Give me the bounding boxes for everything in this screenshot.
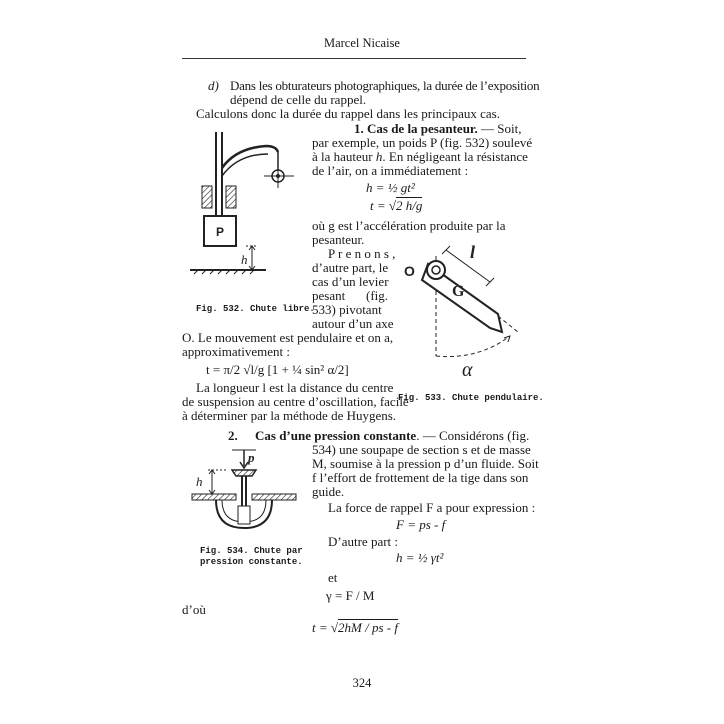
running-head: Marcel Nicaise [323, 36, 400, 50]
case1-line5: où g est l’accélération produite par la [312, 218, 506, 233]
fig532-label-h: h [241, 252, 248, 267]
case1-line4: de l’air, on a immédiatement : [312, 163, 469, 178]
case1-p4a: pesant [312, 288, 346, 303]
figure-532 [186, 124, 302, 294]
equation-t-final: t = √2hM / ps - f [312, 620, 398, 635]
item-d-line2: dépend de celle du rappel. [230, 92, 367, 107]
case1-p1: P r e n o n s , [328, 246, 396, 261]
figure-533 [398, 236, 528, 386]
page-number: 324 [352, 676, 372, 690]
case1-p9: La longueur l est la distance du centre [196, 380, 394, 395]
fig533-label-alpha: α [462, 359, 473, 381]
fig534-caption-line2: pression constante. [200, 557, 303, 567]
case1-p5: 533) pivotant [312, 302, 382, 317]
fig533-label-G: G [452, 283, 465, 300]
case2-line7: D’autre part : [328, 534, 399, 549]
case2-line3: M, soumise à la pression p d’un fluide. Soit [312, 456, 539, 471]
case1-line6: pesanteur. [312, 232, 365, 247]
equation-h-half-gt2: h = ½ gt² [366, 180, 415, 195]
case1-number: 1. [354, 121, 364, 136]
case2-dou: d’où [182, 602, 206, 617]
fig534-label-p: p [248, 450, 255, 465]
case1-line3: à la hauteur h. En négligeant la résistance [312, 149, 528, 164]
case1-title: Cas de la pesanteur. [367, 121, 478, 136]
equation-pendulum: t = π/2 √l/g [1 + ¼ sin² α/2] [206, 362, 349, 377]
case2-et: et [328, 570, 338, 585]
case1-p3: cas d’un levier [312, 274, 389, 289]
item-d-line1: Dans les obturateurs photographiques, la durée de l’exposition [230, 78, 540, 93]
figure-532-drawing [186, 124, 302, 294]
case1-heading [354, 121, 521, 136]
equation-gamma: γ = F / M [326, 588, 375, 603]
case1-p11: à déterminer par la méthode de Huygens. [182, 408, 397, 423]
fig532-caption: Fig. 532. Chute libre. [196, 304, 315, 314]
case1-p10: de suspension au centre d’oscillation, facile [182, 394, 409, 409]
fig533-label-l: l [470, 242, 476, 262]
figure-534-drawing [186, 436, 302, 536]
case1-p6: autour d’un axe [312, 316, 394, 331]
figure-533-drawing [398, 236, 528, 386]
case2-line6: La force de rappel F a pour expression : [328, 500, 536, 515]
case1-line2: par exemple, un poids P (fig. 532) soulevé [312, 135, 533, 150]
case2-number: 2. [228, 428, 238, 443]
case1-p7: O. Le mouvement est pendulaire et on a, [182, 330, 394, 345]
equation-t-sqrt-2h-g: t = √2 h/g [370, 198, 423, 213]
case1-p4b: (fig. [366, 288, 389, 303]
case2-line5: guide. [312, 484, 345, 499]
case2-line1: . — Considérons (fig. [416, 428, 530, 443]
fig534-label-h: h [196, 474, 203, 489]
item-d-label: d) [208, 78, 219, 93]
case1-p8: approximativement : [182, 344, 290, 359]
case1-p2: d’autre part, le [312, 260, 389, 275]
fig532-label-P: P [216, 225, 225, 239]
equation-F: F = ps - f [396, 517, 446, 532]
fig533-caption: Fig. 533. Chute pendulaire. [398, 393, 544, 403]
fig534-caption-line1: Fig. 534. Chute par [200, 546, 303, 556]
calc-line: Calculons donc la durée du rappel dans les principaux cas. [196, 106, 500, 121]
fig533-label-O: O [404, 263, 415, 279]
case1-line1: — Soit, [481, 121, 522, 136]
figure-534 [186, 436, 302, 536]
case2-title: Cas d’une pression constante [255, 428, 417, 443]
case2-line4: f l’effort de frottement de la tige dans son [312, 470, 529, 485]
equation-h-half-gamma: h = ½ γt² [396, 550, 444, 565]
header-rule [182, 58, 526, 59]
case2-line2: 534) une soupape de section s et de masse [312, 442, 531, 457]
